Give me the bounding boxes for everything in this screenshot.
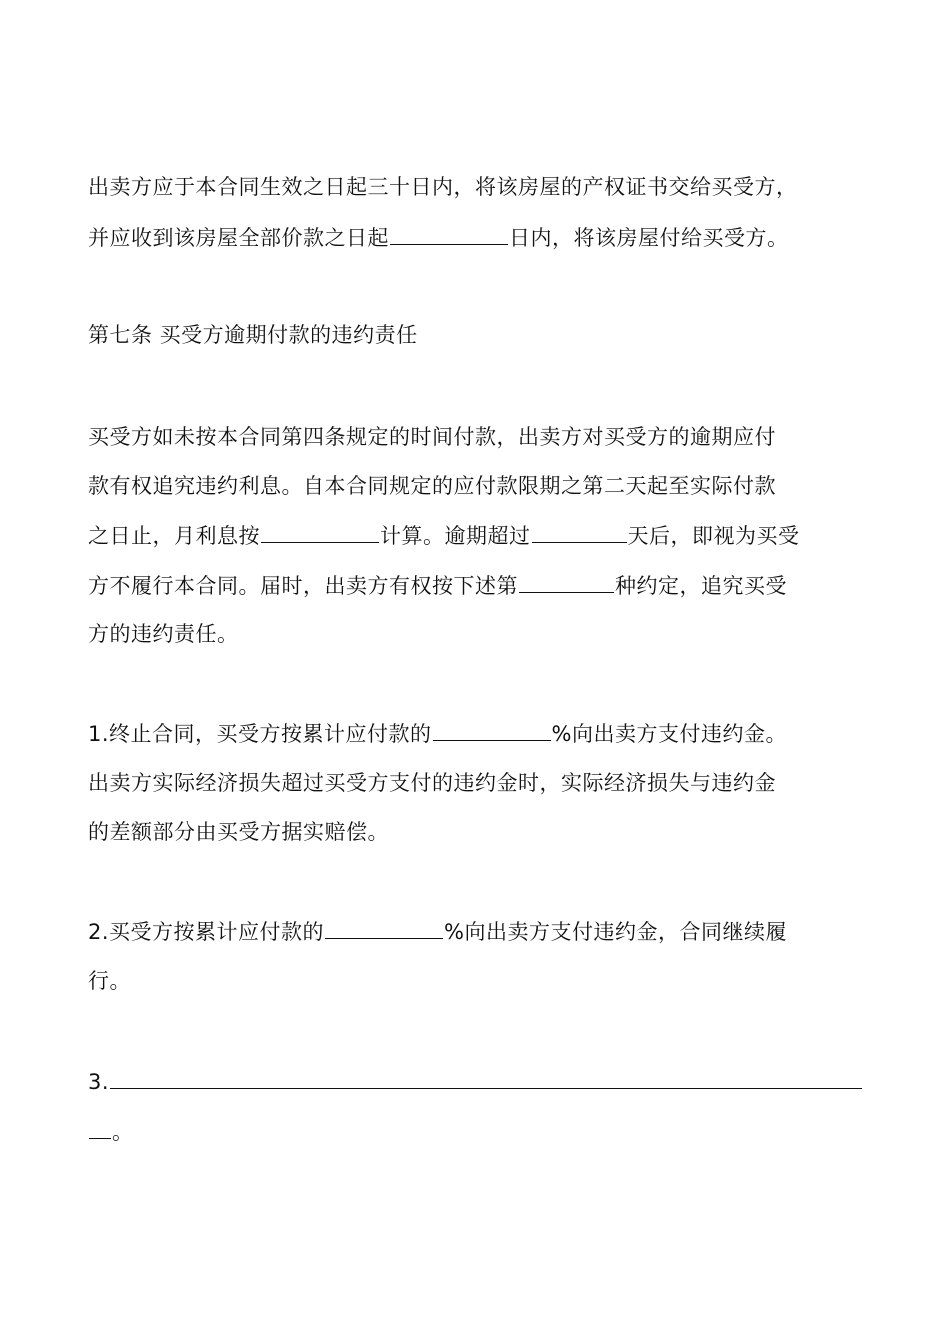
para2-line3: 之日止，月利息按 计算。逾期超过 天后，即视为买受	[88, 520, 800, 551]
item2-line1: 2.买受方按累计应付款的 %向出卖方支付违约金，合同继续履	[88, 916, 787, 947]
para2-line5: 方的违约责任。	[88, 622, 239, 646]
item1-line2: 出卖方实际经济损失超过买受方支付的违约金时，实际经济损失与违约金	[88, 771, 776, 795]
article-7-title: 第七条 买受方逾期付款的违约责任	[88, 323, 418, 347]
fill-blank-penalty-percent-1[interactable]	[433, 718, 551, 741]
fill-blank-monthly-interest[interactable]	[261, 520, 379, 543]
para2-line1: 买受方如未按本合同第四条规定的时间付款，出卖方对买受方的逾期应付	[88, 425, 776, 449]
fill-blank-delivery-days[interactable]	[390, 222, 508, 245]
fill-blank-overdue-days[interactable]	[532, 520, 627, 543]
item1-line1: 1.终止合同，买受方按累计应付款的 %向出卖方支付违约金。	[88, 718, 787, 749]
fill-blank-other-terms-cont[interactable]	[89, 1116, 111, 1139]
item3-line2: 。	[88, 1116, 134, 1147]
fill-blank-penalty-percent-2[interactable]	[325, 916, 443, 939]
para1-line2: 并应收到该房屋全部价款之日起 日内，将该房屋付给买受方。	[88, 222, 789, 253]
para2-line2: 款有权追究违约利息。自本合同规定的应付款限期之第二天起至实际付款	[88, 474, 776, 498]
item2-line2: 行。	[88, 969, 131, 993]
para1-line1: 出卖方应于本合同生效之日起三十日内，将该房屋的产权证书交给买受方，	[88, 175, 798, 199]
fill-blank-other-terms[interactable]	[110, 1066, 862, 1089]
item1-line3: 的差额部分由买受方据实赔偿。	[88, 820, 389, 844]
para2-line4: 方不履行本合同。届时，出卖方有权按下述第 种约定，追究买受	[88, 570, 787, 601]
item3-line1: 3.	[88, 1066, 863, 1097]
fill-blank-option-number[interactable]	[519, 570, 614, 593]
